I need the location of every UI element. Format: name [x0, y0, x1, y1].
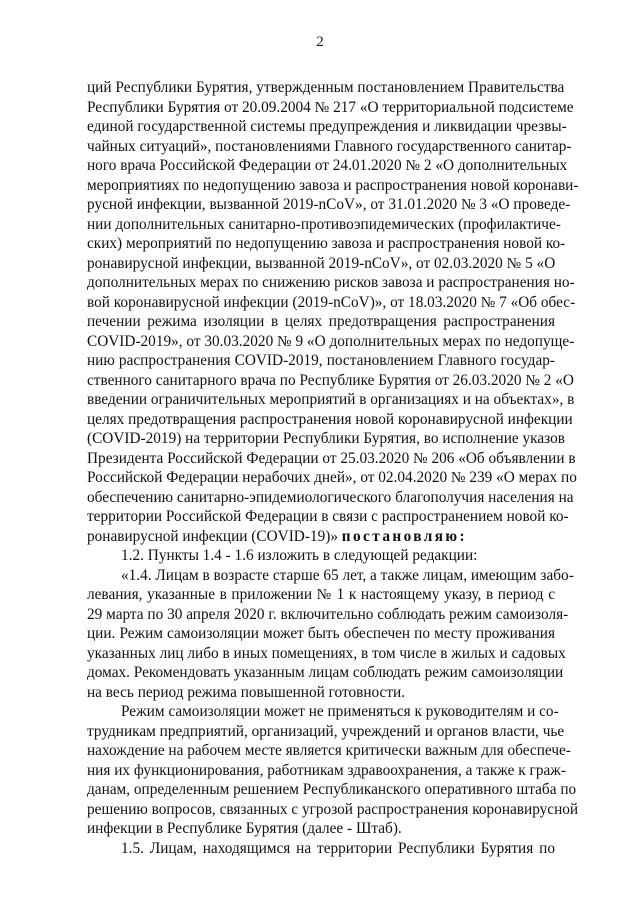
text-line-decree — [87, 527, 555, 547]
text-line: печении режима изоляции в целях предотвращения распространения — [87, 313, 555, 330]
text-line: нию распространения COVID-2019, постановлением Главного государ- — [87, 352, 555, 369]
text-line: единой государственной системы предупреждения и ликвидации чрезвы- — [87, 118, 567, 135]
text-line-paragraph: Режим самоизоляции может не применяться к руководителям и со- — [121, 703, 559, 720]
text-line: Президента Российской Федерации от 25.03.2020 № 206 «Об объявлении в — [87, 449, 576, 467]
text-line: вой коронавирусной инфекции (2019-nCoV)», от 18.03.2020 № 7 «Об обес- — [87, 293, 576, 311]
text-line: инфекции в Республике Бурятия (далее - Штаб). — [87, 820, 402, 837]
text-line: ронавирусной инфекции, вызванной 2019-nCoV», от 02.03.2020 № 5 «О — [87, 254, 556, 272]
text-line: нахождение на рабочем месте является критически важным для обеспече- — [87, 742, 571, 759]
text-line-clause: 1.2. Пункты 1.4 - 1.6 изложить в следующей редакции: — [121, 547, 478, 564]
text-line: ции. Режим самоизоляции может быть обеспечен по месту проживания — [87, 625, 555, 642]
text-line: Российской Федерации нерабочих дней», от 02.04.2020 № 239 «О мерах по — [87, 469, 577, 486]
text-line: COVID-2019», от 30.03.2020 № 9 «О дополнительных мерах по недопуще- — [87, 332, 575, 350]
text-line: Республики Бурятия от 20.09.2004 № 217 «О территориальной подсистеме — [87, 98, 574, 116]
text-line: дополнительных мерах по снижению рисков завоза и распространения но- — [87, 274, 575, 291]
body-text — [87, 78, 579, 858]
text-line-clause: 1.5. Лицам, находящимся на территории Республики Бурятия по — [121, 839, 555, 857]
text-line: территории Российской Федерации в связи с распространением новой ко- — [87, 508, 569, 525]
text-line: целях предотвращения распространения новой коронавирусной инфекции — [87, 410, 573, 428]
text-line: ния их функционирования, работникам здравоохранения, а также к граж- — [87, 761, 566, 779]
text-line: 29 марта по 30 апреля 2020 г. включительно соблюдать режим самоизоля- — [87, 605, 569, 623]
text-line: нии дополнительных санитарно-противоэпидемических (профилактиче- — [87, 215, 561, 233]
text-line: введении ограничительных мероприятий в организациях и на объектах», в — [87, 391, 575, 408]
text-line: ских) мероприятий по недопущению завоза и распространения новой ко- — [87, 235, 566, 252]
text-line: решению вопросов, связанных с угрозой распространения коронавирусной — [87, 800, 579, 818]
text-line: мероприятиях по недопущению завоза и распространения новой коронави- — [87, 176, 579, 194]
text-line: ственного санитарного врача по Республике Бурятия от 26.03.2020 № 2 «О — [87, 371, 574, 389]
text-line: трудникам предприятий, организаций, учреждений и органов власти, чье — [87, 722, 565, 740]
text-line: обеспечению санитарно-эпидемиологического благополучия населения на — [87, 488, 574, 506]
text-line: домах. Рекомендовать указанным лицам соблюдать режим самоизоляции — [87, 664, 564, 681]
text-line: ного врача Российской Федерации от 24.01.2020 № 2 «О дополнительных — [87, 157, 568, 174]
text-line: (COVID-2019) на территории Республики Бурятия, во исполнение указов — [87, 430, 565, 447]
decree-keyword: постановляю: — [341, 527, 467, 545]
text-line: чайных ситуаций», постановлениями Главного государственного санитар- — [87, 137, 572, 155]
text-line: ций Республики Бурятия, утвержденным постановлением Правительства — [87, 79, 565, 96]
text-line: указанных лиц либо в иных помещениях, в том числе в жилых и садовых — [87, 644, 566, 662]
decree-text: ронавирусной инфекции (COVID-19)» — [87, 527, 342, 545]
text-line-clause: «1.4. Лицам в возрасте старше 65 лет, а также лицам, имеющим забо- — [121, 566, 574, 584]
text-line: левания, указанные в приложении № 1 к настоящему указу, в период с — [87, 586, 555, 603]
text-line: на весь период режима повышенной готовности. — [87, 683, 406, 701]
page-number: 2 — [316, 34, 324, 50]
text-line: данам, определенным решением Республиканского оперативного штаба по — [87, 781, 577, 798]
text-line: русной инфекции, вызванной 2019-nCoV», от 31.01.2020 № 3 «О проведе- — [87, 196, 571, 213]
